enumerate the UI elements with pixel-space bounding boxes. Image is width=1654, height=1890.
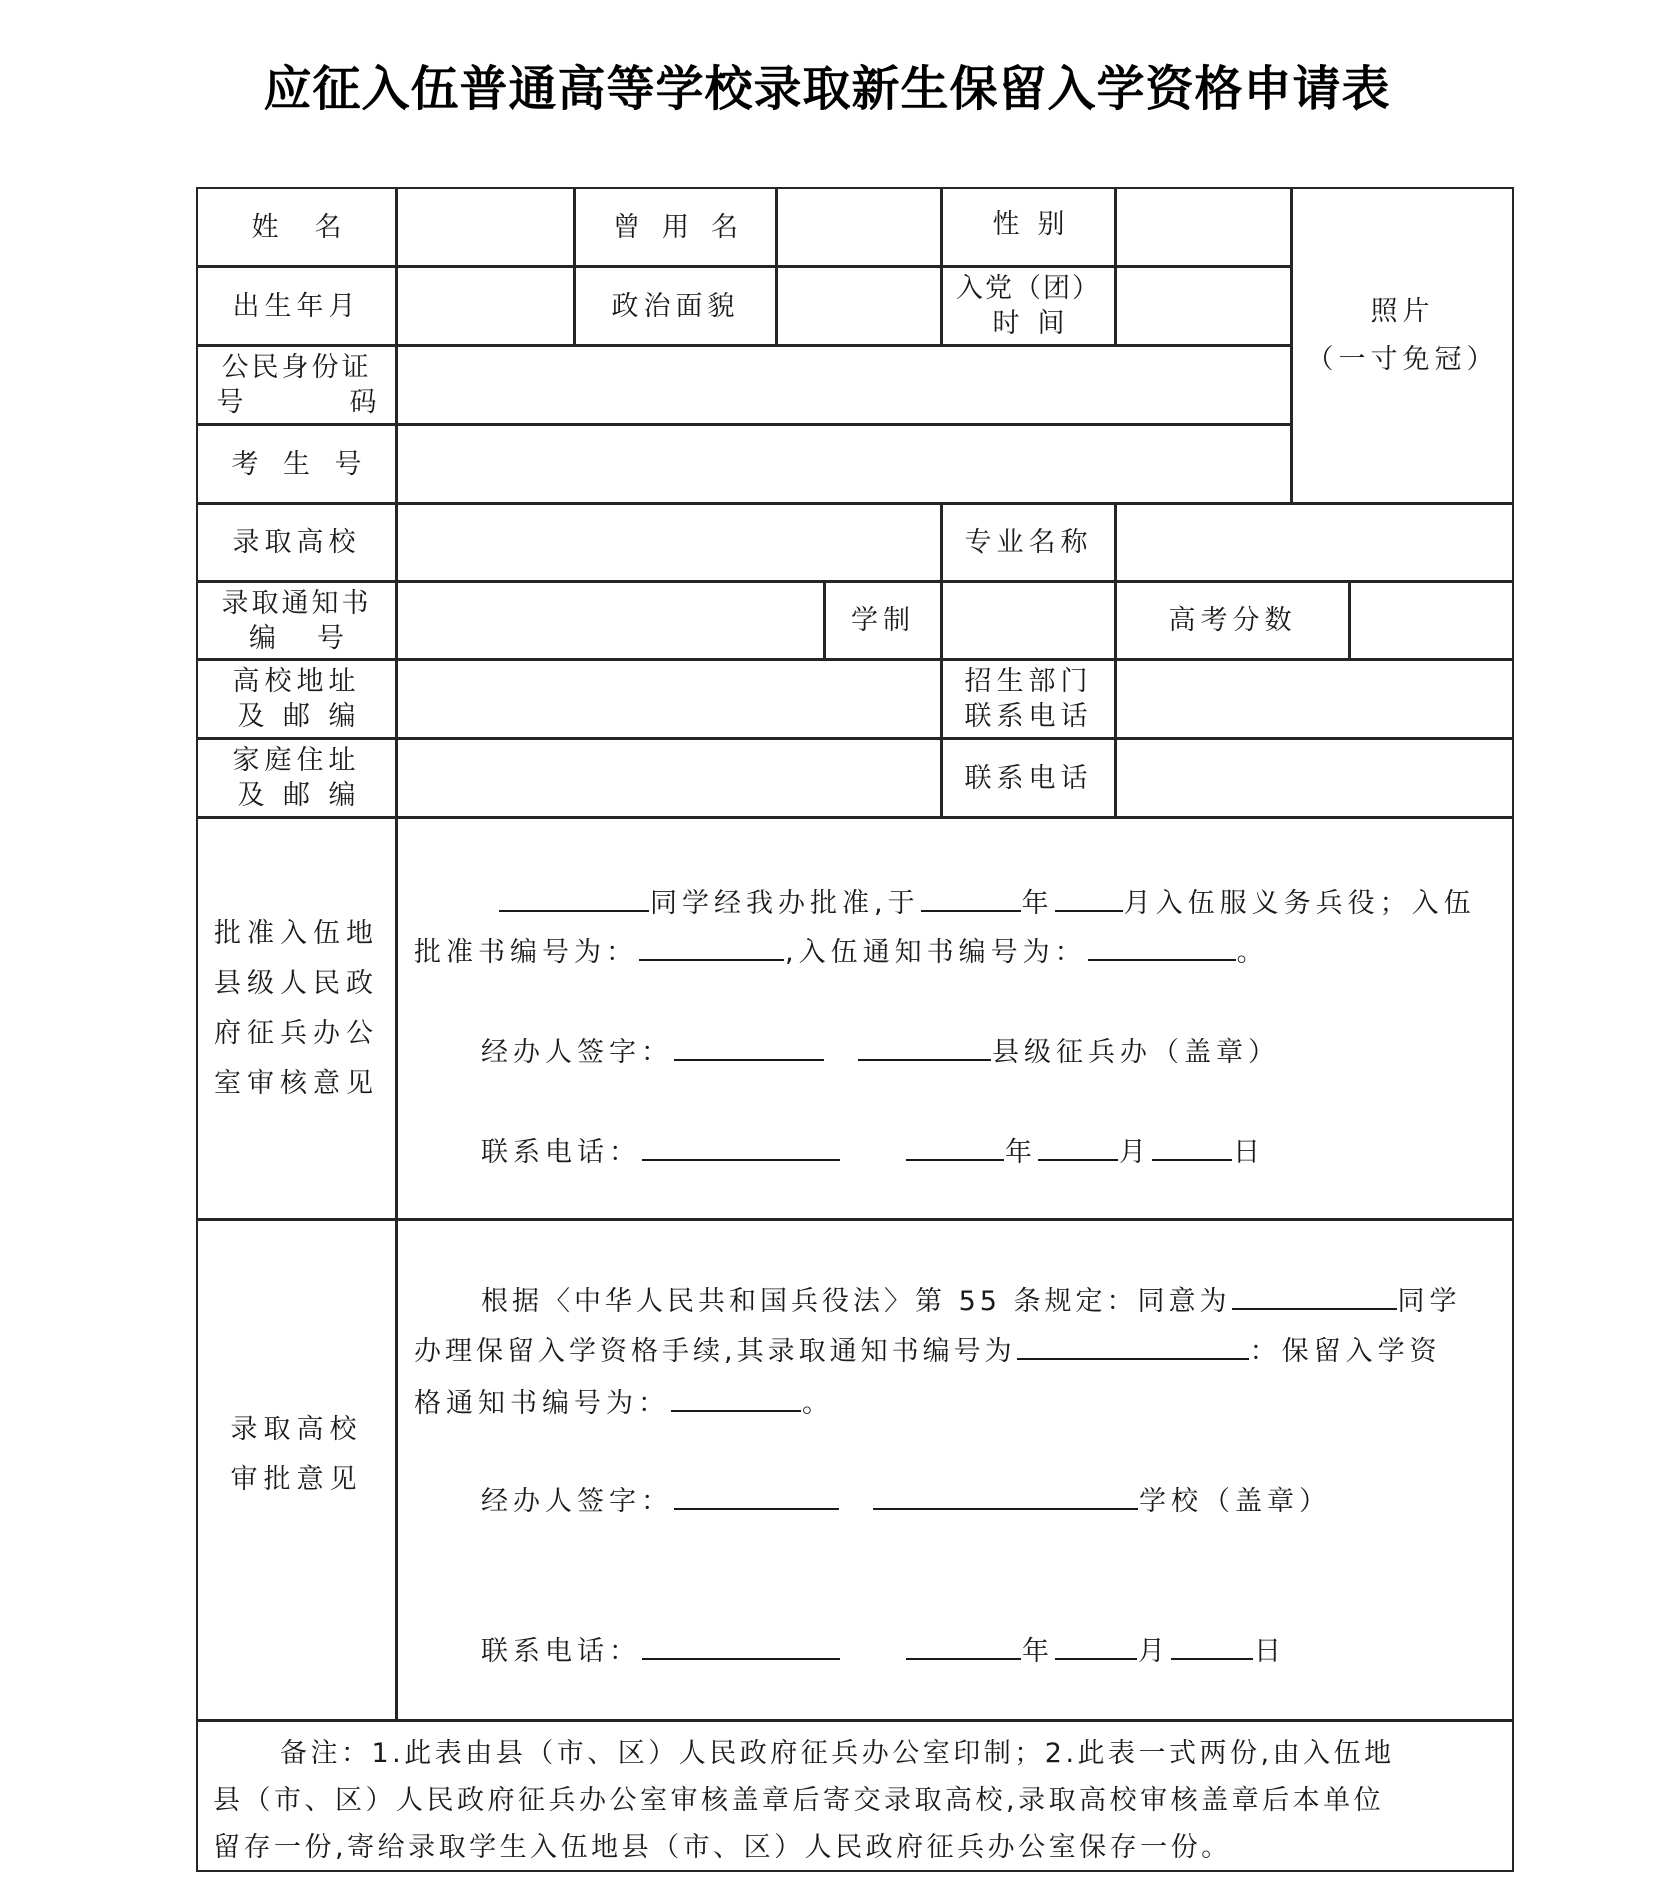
- photo-box[interactable]: [1291, 187, 1514, 504]
- home-address-field[interactable]: [396, 738, 942, 818]
- label-political-status: 政治面貌: [574, 266, 777, 346]
- student-name-blank[interactable]: [499, 884, 649, 912]
- label-major: 专业名称: [941, 503, 1116, 582]
- section1-year-blank[interactable]: [906, 1133, 1004, 1161]
- remarks-line1: 备注：1.此表由县（市、区）人民政府征兵办公室印制；2.此表一式两份,由入伍地: [280, 1738, 1395, 1769]
- enlist-year-blank[interactable]: [921, 884, 1021, 912]
- label-id-number: 公民身份证 号 码: [196, 345, 397, 425]
- birth-date-field[interactable]: [396, 266, 575, 346]
- form-title: 应征入伍普通高等学校录取新生保留入学资格申请表: [263, 61, 1391, 117]
- section2-signer-line: 经办人签字： 学校（盖章）: [481, 1482, 1331, 1520]
- label-college-address: 高校地址 及 邮 编: [196, 659, 397, 739]
- section1-label: 批准入伍地 县级人民政 府征兵办公 室审核意见: [196, 817, 397, 1220]
- section2-label: 录取高校 审批意见: [196, 1219, 397, 1721]
- enlist-notice-number-blank[interactable]: [1088, 933, 1236, 961]
- section2-phone-blank[interactable]: [642, 1632, 840, 1660]
- photo-label: 照片: [1370, 295, 1435, 327]
- study-duration-field[interactable]: [941, 581, 1116, 660]
- political-status-field[interactable]: [776, 266, 942, 346]
- label-exam-score: 高考分数: [1115, 581, 1350, 660]
- name-field[interactable]: [396, 187, 575, 267]
- exam-score-field[interactable]: [1349, 581, 1514, 660]
- label-study-duration: 学制: [824, 581, 942, 660]
- reservation-notice-blank[interactable]: [671, 1384, 801, 1412]
- party-join-time-field[interactable]: [1115, 266, 1292, 346]
- label-name: 姓 名: [196, 187, 397, 267]
- section1-signer-line: 经办人签字： 县级征兵办（盖章）: [481, 1033, 1280, 1071]
- label-gender: 性 别: [941, 187, 1116, 267]
- section1-contact-line: 联系电话： 年 月 日: [481, 1133, 1265, 1171]
- section2-contact-line: 联系电话： 年 月 日: [481, 1632, 1286, 1670]
- section2-year-blank[interactable]: [906, 1632, 1021, 1660]
- section1-line2: 批准书编号为： ,入伍通知书编号为： 。: [414, 933, 1269, 971]
- enlist-month-blank[interactable]: [1055, 884, 1123, 912]
- section1-day-blank[interactable]: [1152, 1133, 1232, 1161]
- county-office-blank[interactable]: [858, 1033, 991, 1061]
- section1-phone-blank[interactable]: [642, 1133, 840, 1161]
- section1-signer-blank[interactable]: [674, 1033, 824, 1061]
- admission-notice-blank[interactable]: [1017, 1332, 1249, 1360]
- label-party-join-time: 入党（团） 时 间: [941, 266, 1116, 346]
- remarks-line3: 留存一份,寄给录取学生入伍地县（市、区）人民政府征兵办公室保存一份。: [213, 1832, 1232, 1863]
- contact-phone-field[interactable]: [1115, 738, 1514, 818]
- approved-student-blank[interactable]: [1232, 1282, 1397, 1310]
- photo-size-hint: （一寸免冠）: [1306, 343, 1499, 375]
- label-admitted-college: 录取高校: [196, 503, 397, 582]
- id-number-field[interactable]: [396, 345, 1292, 425]
- label-former-name: 曾 用 名: [574, 187, 777, 267]
- admissions-office-phone-field[interactable]: [1115, 659, 1514, 739]
- label-birth-date: 出生年月: [196, 266, 397, 346]
- major-field[interactable]: [1115, 503, 1514, 582]
- section2-signer-blank[interactable]: [674, 1482, 839, 1510]
- section1-month-blank[interactable]: [1038, 1133, 1118, 1161]
- approval-number-blank[interactable]: [639, 933, 784, 961]
- section2-month-blank[interactable]: [1055, 1632, 1137, 1660]
- label-admission-notice-number: 录取通知书 编 号: [196, 581, 397, 660]
- section2-line3: 格通知书编号为： 。: [414, 1384, 834, 1422]
- section2-day-blank[interactable]: [1171, 1632, 1253, 1660]
- label-home-address: 家庭住址 及 邮 编: [196, 738, 397, 818]
- section2-line1: 根据〈中华人民共和国兵役法〉第 55 条规定：同意为 同学: [481, 1282, 1462, 1320]
- section1-line1: 同学经我办批准,于 年 月入伍服义务兵役；入伍: [498, 884, 1476, 922]
- label-contact-phone: 联系电话: [941, 738, 1116, 818]
- label-exam-number: 考 生 号: [196, 424, 397, 504]
- remarks-line2: 县（市、区）人民政府征兵办公室审核盖章后寄交录取高校,录取高校审核盖章后本单位: [213, 1785, 1385, 1816]
- admission-notice-number-field[interactable]: [396, 581, 825, 660]
- gender-field[interactable]: [1115, 187, 1292, 267]
- college-address-field[interactable]: [396, 659, 942, 739]
- former-name-field[interactable]: [776, 187, 942, 267]
- section2-line2: 办理保留入学资格手续,其录取通知书编号为 ：保留入学资: [414, 1332, 1442, 1370]
- exam-number-field[interactable]: [396, 424, 1292, 504]
- school-name-blank[interactable]: [873, 1482, 1138, 1510]
- admitted-college-field[interactable]: [396, 503, 942, 582]
- label-admissions-office-phone: 招生部门 联系电话: [941, 659, 1116, 739]
